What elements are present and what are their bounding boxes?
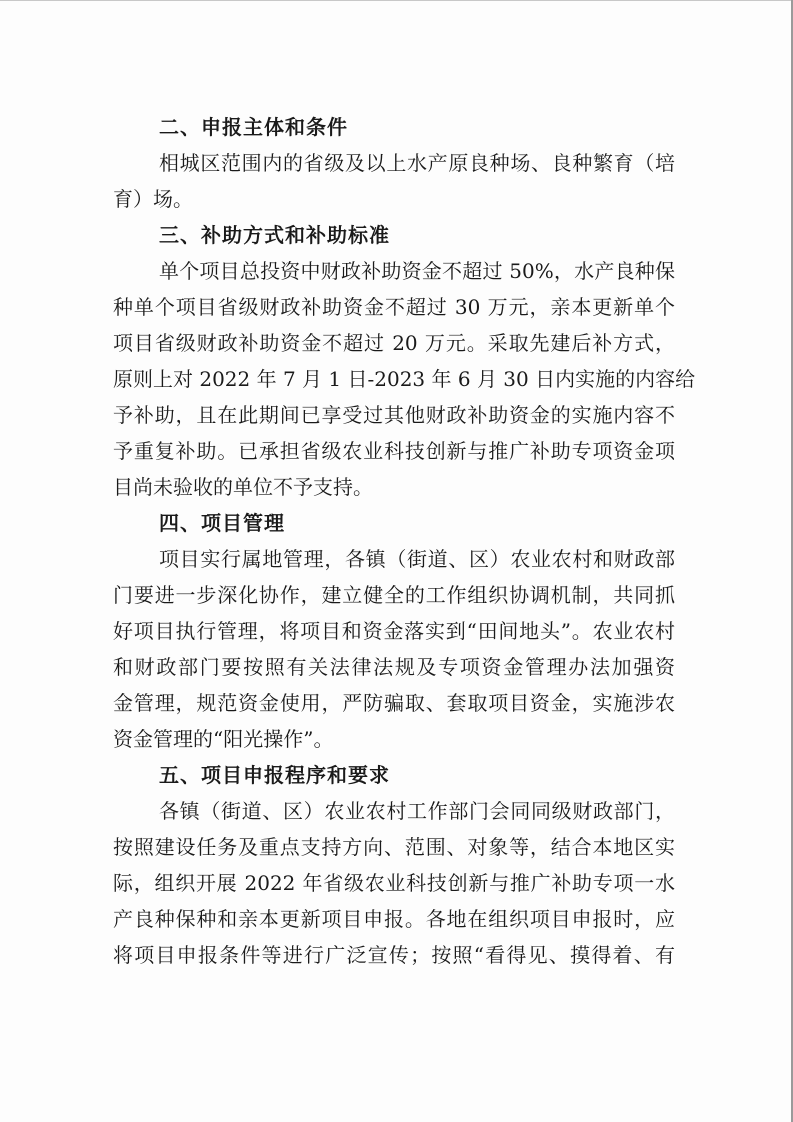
- text-line: 种单个项目省级财政补助资金不超过 30 万元，亲本更新单个: [113, 295, 675, 319]
- section-heading-5: 五、项目申报程序和要求: [159, 763, 390, 787]
- text-line: 单个项目总投资中财政补助资金不超过 50%，水产良种保: [159, 259, 675, 283]
- text-line: 项目省级财政补助资金不超过 20 万元。采取先建后补方式，: [113, 331, 675, 355]
- text-line: 门要进一步深化协作，建立健全的工作组织协调机制，共同抓: [113, 583, 675, 607]
- text-line: 育）场。: [113, 187, 193, 211]
- text-line: 金管理，规范资金使用，严防骗取、套取项目资金，实施涉农: [113, 691, 675, 715]
- document-body: [113, 109, 696, 973]
- scan-top-edge: [0, 0, 793, 1]
- section-heading-2: 二、申报主体和条件: [159, 115, 348, 139]
- section-paragraph-3: [113, 253, 696, 505]
- text-line: 际，组织开展 2022 年省级农业科技创新与推广补助专项一水: [113, 871, 675, 895]
- text-line: 予重复补助。已承担省级农业科技创新与推广补助专项资金项: [113, 439, 675, 463]
- text-line: 予补助，且在此期间已享受过其他财政补助资金的实施内容不: [113, 403, 675, 427]
- section-heading-4: 四、项目管理: [159, 511, 285, 535]
- text-line: 将项目申报条件等进行广泛宣传；按照“看得见、摸得着、有: [113, 943, 675, 967]
- section-paragraph-2: [113, 145, 675, 217]
- text-line: 目尚未验收的单位不予支持。: [113, 475, 373, 499]
- text-line: 好项目执行管理，将项目和资金落实到“田间地头”。农业农村: [113, 619, 675, 643]
- text-line: 产良种保种和亲本更新项目申报。各地在组织项目申报时，应: [113, 907, 675, 931]
- text-line: 项目实行属地管理，各镇（街道、区）农业农村和财政部: [159, 547, 675, 571]
- text-line: 按照建设任务及重点支持方向、范围、对象等，结合本地区实: [113, 835, 675, 859]
- text-line: 和财政部门要按照有关法律法规及专项资金管理办法加强资: [113, 655, 675, 679]
- section-heading-3: 三、补助方式和补助标准: [159, 223, 390, 247]
- section-paragraph-4: [113, 541, 675, 757]
- text-line: 资金管理的“阳光操作”。: [113, 727, 334, 751]
- section-paragraph-5: [113, 793, 675, 973]
- text-line: 各镇（街道、区）农业农村工作部门会同同级财政部门，: [159, 799, 675, 823]
- text-line: 原则上对 2022 年 7 月 1 日-2023 年 6 月 30 日内实施的内容给: [113, 367, 696, 391]
- text-line: 相城区范围内的省级及以上水产原良种场、良种繁育（培: [159, 151, 675, 175]
